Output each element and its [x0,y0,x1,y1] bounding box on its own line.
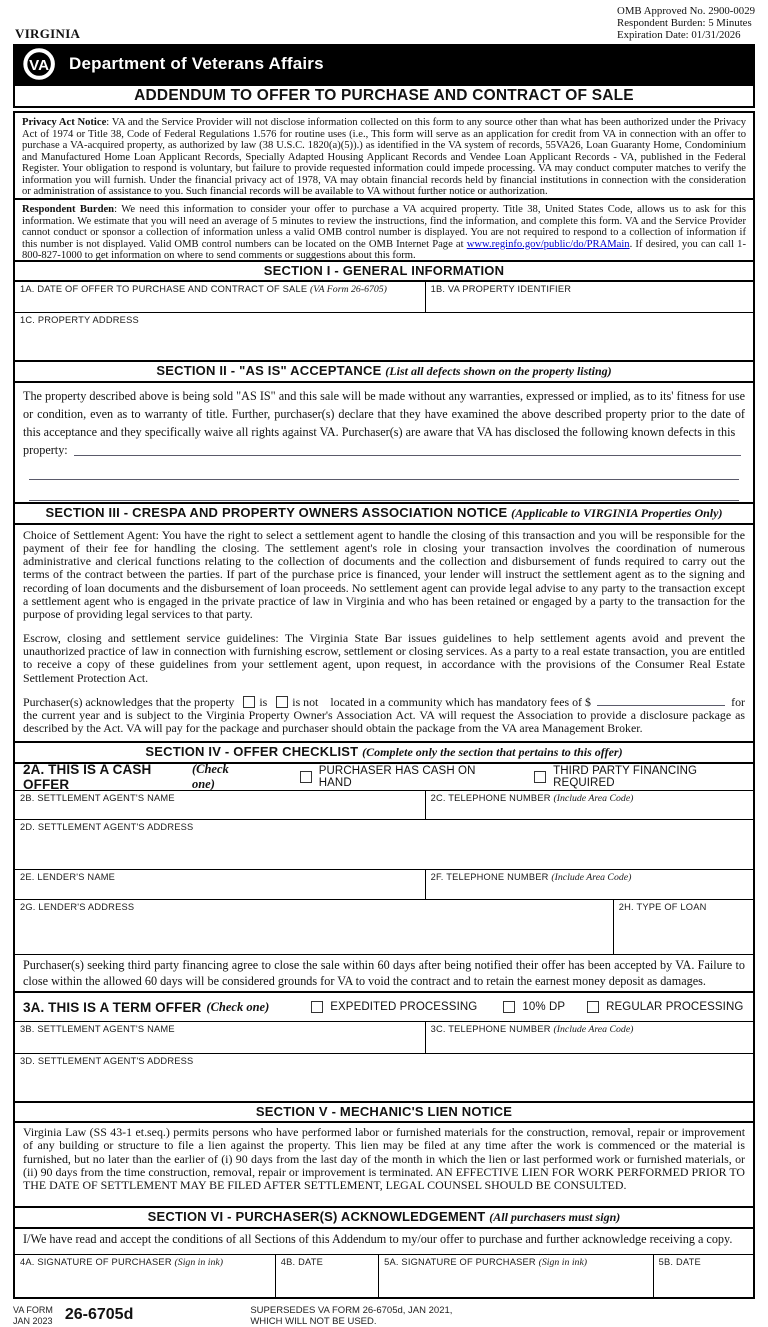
defects-write-line-3[interactable] [29,480,739,501]
defects-write-line-2[interactable] [29,459,739,480]
row-2d [15,819,753,869]
section-6-title-note: (All purchasers must sign) [489,1210,621,1225]
respondent-burden-text-2: . If desired, you can call 1-800-827-1000 to get information on where to send comments or suggestions about this form. [22,238,747,262]
ack-is-not-label: is not [292,694,319,709]
checkbox-10-percent-dp[interactable] [503,1001,515,1013]
field-2b-label: 2B. SETTLEMENT AGENT'S NAME [20,793,175,804]
section-1-header [15,260,753,282]
mechanics-lien-notice-text: Virginia Law (SS 43-1 et.seq.) permits persons who have performed labor or furnished materials for the construction, removal, repair or improvement of any building or structure to file a lien against the property. This lien may be filed at any time after the work is commenced or the material is furnished, but no later than the earlier of (i) 90 days from the last day of the month in which the lien or last performed work or furnished materials, or (ii) 90 days from the time construction, removal, repair or improvement is terminated. AN EFFECTIVE LIEN FOR WORK PERFORMED PRIOR TO THE DATE OF SETTLEMENT MAY BE FILED AFTER SETTLEMENT, LEGAL COUNSEL SHOULD BE CONSULTED. [23,1125,745,1193]
field-2d-label: 2D. SETTLEMENT AGENT'S ADDRESS [20,822,194,833]
field-5a-signature-of-purchaser[interactable] [378,1255,653,1297]
field-4a-signature-of-purchaser[interactable] [15,1255,275,1297]
ack-text-2: located in a community which has mandatory fees of $ [330,694,591,709]
ack-is-label: is [259,694,268,709]
checkbox-third-party-financing[interactable] [534,771,546,783]
poa-acknowledgement-rest: the current year and is subject to the Virginia Property Owner's Association Act. VA will request the Association to provide a disclosure package as described by the Act. VA will pay for the package and purchaser should obtain the package from the VA area Management Broker. [23,707,745,736]
field-3c-telephone[interactable] [425,1022,753,1053]
va-logo-icon [22,48,58,80]
section-2-title: SECTION II - "AS IS" ACCEPTANCE [156,363,382,378]
field-2b-settlement-agent-name[interactable] [15,791,425,819]
field-3b-label: 3B. SETTLEMENT AGENT'S NAME [20,1024,175,1035]
term-offer-check-one-note: (Check one) [206,999,270,1014]
field-2d-settlement-agent-address[interactable] [15,820,753,869]
cash-option-1-label: PURCHASER HAS CASH ON HAND [318,765,476,790]
field-2f-note: (Include Area Code) [551,872,632,884]
checkbox-expedited-processing[interactable] [311,1001,323,1013]
row-1c [15,312,753,360]
agency-name: Department of Veterans Affairs [69,54,324,73]
va-banner [13,44,755,84]
omb-respondent-burden: Respondent Burden: 5 Minutes [617,17,752,29]
field-1c-property-address[interactable] [15,313,753,360]
omb-block [617,5,755,41]
section-1-title: SECTION I - GENERAL INFORMATION [263,263,505,278]
section-3-title: SECTION III - CRESPA AND PROPERTY OWNERS ASSOCIATION NOTICE [45,505,508,520]
checkbox-regular-processing[interactable] [587,1001,599,1013]
field-2g-lender-address[interactable] [15,900,613,954]
row-2b-2c [15,790,753,819]
section-2-body [15,383,753,502]
va-form-label: VA FORM [13,1305,53,1316]
field-1b-label: 1B. VA PROPERTY IDENTIFIER [430,284,572,294]
privacy-act-notice [15,113,753,198]
term-option-2-label: 10% DP [522,1001,566,1014]
row-2g-2h [15,899,753,954]
section-6-title: SECTION VI - PURCHASER(S) ACKNOWLEDGEMENT [147,1209,486,1225]
row-3d [15,1053,753,1101]
top-strip [13,0,755,44]
field-5b-label: 5B. DATE [658,1257,701,1268]
form-title-bar [13,84,755,108]
checkbox-cash-on-hand[interactable] [300,771,312,783]
respondent-burden-notice [15,198,753,260]
term-option-1-label: EXPEDITED PROCESSING [330,1001,478,1014]
field-2c-label: 2C. TELEPHONE NUMBER [430,793,551,804]
section-5-title: SECTION V - MECHANIC'S LIEN NOTICE [255,1104,513,1120]
escrow-guidelines-paragraph: Escrow, closing and settlement service guidelines: The Virginia State Bar issues guidelines to help settlement agents avoid and prevent the unauthorized practice of law in connection with furnishing escrow, settlement or closing services. As a party to a real estate transaction, you are entitled to receive a copy of these guidelines from your settlement agent, upon request, in accordance with the provisions of the Consumer Real Estate Settlement Protection Act. [23,631,745,685]
field-5a-label: 5A. SIGNATURE OF PURCHASER [384,1257,536,1268]
supersedes-line-1: SUPERSEDES VA FORM 26-6705d, JAN 2021, [250,1305,453,1317]
state-label: VIRGINIA [15,26,81,41]
field-1c-label: 1C. PROPERTY ADDRESS [20,315,139,325]
section-3-body [15,525,753,741]
supersedes-line-2: WHICH WILL NOT BE USED. [250,1316,377,1327]
field-2e-label: 2E. LENDER'S NAME [20,872,116,883]
field-5a-note: (Sign in ink) [538,1257,588,1269]
field-1a-date-of-offer[interactable] [15,282,425,312]
row-3b-3c [15,1021,753,1053]
field-2e-lender-name[interactable] [15,870,425,899]
checkbox-poa-is-not[interactable] [276,696,288,708]
field-3d-label: 3D. SETTLEMENT AGENT'S ADDRESS [20,1056,194,1067]
field-4b-date[interactable] [275,1255,378,1297]
ack-text-1: Purchaser(s) acknowledges that the property [23,694,235,709]
choice-of-settlement-agent-paragraph: Choice of Settlement Agent: You have the right to select a settlement agent to handle the closing of this transaction and you will be responsible for the payment of their fee for handling the closing. The settlement agent's role in closing your transaction involves the coordination of numerous administrative and clerical functions relating to the collection of documents and the collection and disbursement of funds required to carry out the terms of the contract between the parties. If part of the purchase price is financed, your lender will instruct the settlement agent as to the signing and recording of loan documents and the disbursement of loan proceeds. No settlement agent can provide legal advise to any party to the transaction except a settlement agent who is engaged in the private practice of law in Virginia and who has been retained or engaged by a party to the transaction for the purpose of providing legal services to that party. [23,528,745,621]
property-colon-label: property: [23,443,68,457]
signature-row [15,1254,753,1297]
section-3-title-note: (Applicable to VIRGINIA Properties Only) [511,506,723,520]
pramain-link[interactable]: www.reginfo.gov/public/do/PRAMain [466,238,630,250]
form-title: ADDENDUM TO OFFER TO PURCHASE AND CONTRACT OF SALE [134,87,634,104]
section-4-header [15,741,753,764]
row-3a-term-offer [15,991,753,1021]
cash-offer-label: 2A. THIS IS A CASH OFFER [23,762,152,793]
field-4a-label: 4A. SIGNATURE OF PURCHASER [20,1257,172,1268]
defects-line [23,441,745,459]
svg-text:VA: VA [29,57,50,75]
respondent-burden-label: Respondent Burden [22,204,115,215]
privacy-notice-label: Privacy Act Notice [22,117,107,128]
field-2h-type-of-loan[interactable] [613,900,753,954]
term-offer-label: 3A. THIS IS A TERM OFFER [23,999,202,1015]
field-4a-note: (Sign in ink) [174,1257,223,1269]
field-2g-label: 2G. LENDER'S ADDRESS [20,902,135,913]
section-2-title-note: (List all defects shown on the property listing) [385,364,612,378]
section-4-title: SECTION IV - OFFER CHECKLIST [145,744,359,760]
cash-option-2-label: THIRD PARTY FINANCING REQUIRED [553,765,698,790]
field-2f-label: 2F. TELEPHONE NUMBER [430,872,549,883]
field-4b-label: 4B. DATE [280,1257,324,1268]
field-3c-label: 3C. TELEPHONE NUMBER [430,1024,551,1035]
form-number: 26-6705d [64,1306,134,1324]
defects-write-line-1[interactable] [74,444,741,456]
privacy-notice-text: : VA and the Service Provider will not disclose information collected on this form to any source other than what has been authorized under the Privacy Act of 1974 or Title 38, Code of Federal Regulations 1.576 for routine uses (i.e., This form will serve as an application for credit from VA in connection with an offer to purchase a VA-acquired property, as authorized by law (38 U.S.C. 1820(a)(5)).) as identified in the VA system of records, 55VA26, Loan Guaranty Home, Condominium and Manufactured Home Loan Applicant Records, Specially Adapted Housing Applicant Records and Vendee Loan Applicant Records - VA, published in the Federal Register. Your obligation to respond is voluntary, but failure to provide requested information could impede processing. VA may conduct computer matches to verify the information you will furnish. Under the financial privacy act of 1978, VA may obtain financial records held by financial institutions in connection with the consideration or administration of assistance to you. Such financial records will be available to VA without further notice or authorization. [22,117,747,198]
form-footer [13,1305,755,1327]
field-2h-label: 2H. TYPE OF LOAN [618,902,707,913]
field-2f-telephone[interactable] [425,870,753,899]
section-5-header [15,1101,753,1123]
field-5b-date[interactable] [653,1255,753,1297]
omb-approved-no: OMB Approved No. 2900-0029 [617,5,755,17]
field-3b-settlement-agent-name[interactable] [15,1022,425,1053]
third-party-financing-note: Purchaser(s) seeking third party financing agree to close the sale within 60 days after being notified their offer has been accepted by VA. Failure to close within the allowed 60 days will be considered grounds for VA to void the contract and to retain the earnest money deposit as damages. [15,954,753,991]
va-form-date: JAN 2023 [13,1315,53,1326]
field-1b-property-identifier[interactable] [425,282,753,312]
cash-offer-check-one-note: (Check one) [191,762,229,792]
row-2a-cash-offer [15,762,753,793]
row-1a-1b [15,282,753,312]
field-1a-note: (VA Form 26-6705) [310,284,387,295]
section-4-title-note: (Complete only the section that pertains to this offer) [362,745,623,760]
field-2c-note: (Include Area Code) [553,793,634,805]
poa-acknowledgement-block [23,696,745,735]
poa-acknowledgement-line-1 [23,696,745,709]
term-option-3-label: REGULAR PROCESSING [606,1001,744,1014]
supersedes-note [250,1305,452,1327]
row-2e-2f [15,869,753,899]
respondent-burden-text-1: : We need this information to consider your offer to purchase a VA acquired property. Title 38, United States Code, allows us to ask for this information. We estimate that you will need an average of 5 minutes to review the instructions, find the information, and complete this form. VA and the Service Provider cannot conduct or sponsor a collection of information unless a valid OMB control number is displayed. You are not required to respond to a collection of information if this number is not displayed. Valid OMB control numbers can be located on the OMB Internet Page at [22,204,746,250]
field-3c-note: (Include Area Code) [553,1024,634,1036]
field-2c-telephone[interactable] [425,791,753,819]
form-body [13,111,755,1299]
va-form-block [13,1305,53,1326]
field-1a-label: 1A. DATE OF OFFER TO PURCHASE AND CONTRACT OF SALE [20,284,308,294]
as-is-text: The property described above is being sold "AS IS" and this sale will be made without any warranties, expressed or implied, as to its' fitness for use or condition, even as to warranty of title. Further, purchaser(s) declare that they have examined the above described property prior to the date of this acceptance and they specifically waive all rights against VA. Purchaser(s) are aware that VA has disclosed the following known defects in this [23,389,745,439]
mandatory-fees-amount-line[interactable] [597,696,725,706]
omb-expiration-date: Expiration Date: 01/31/2026 [617,29,741,41]
section-6-header [15,1206,753,1229]
section-2-header [15,360,753,383]
checkbox-poa-is[interactable] [243,696,255,708]
ack-text-3: for [731,694,745,709]
field-3d-settlement-agent-address[interactable] [15,1054,753,1101]
purchaser-acknowledgement-text: I/We have read and accept the conditions of all Sections of this Addendum to my/our offer to purchase and further acknowledge receiving a copy. [23,1232,733,1247]
section-3-header [15,502,753,525]
